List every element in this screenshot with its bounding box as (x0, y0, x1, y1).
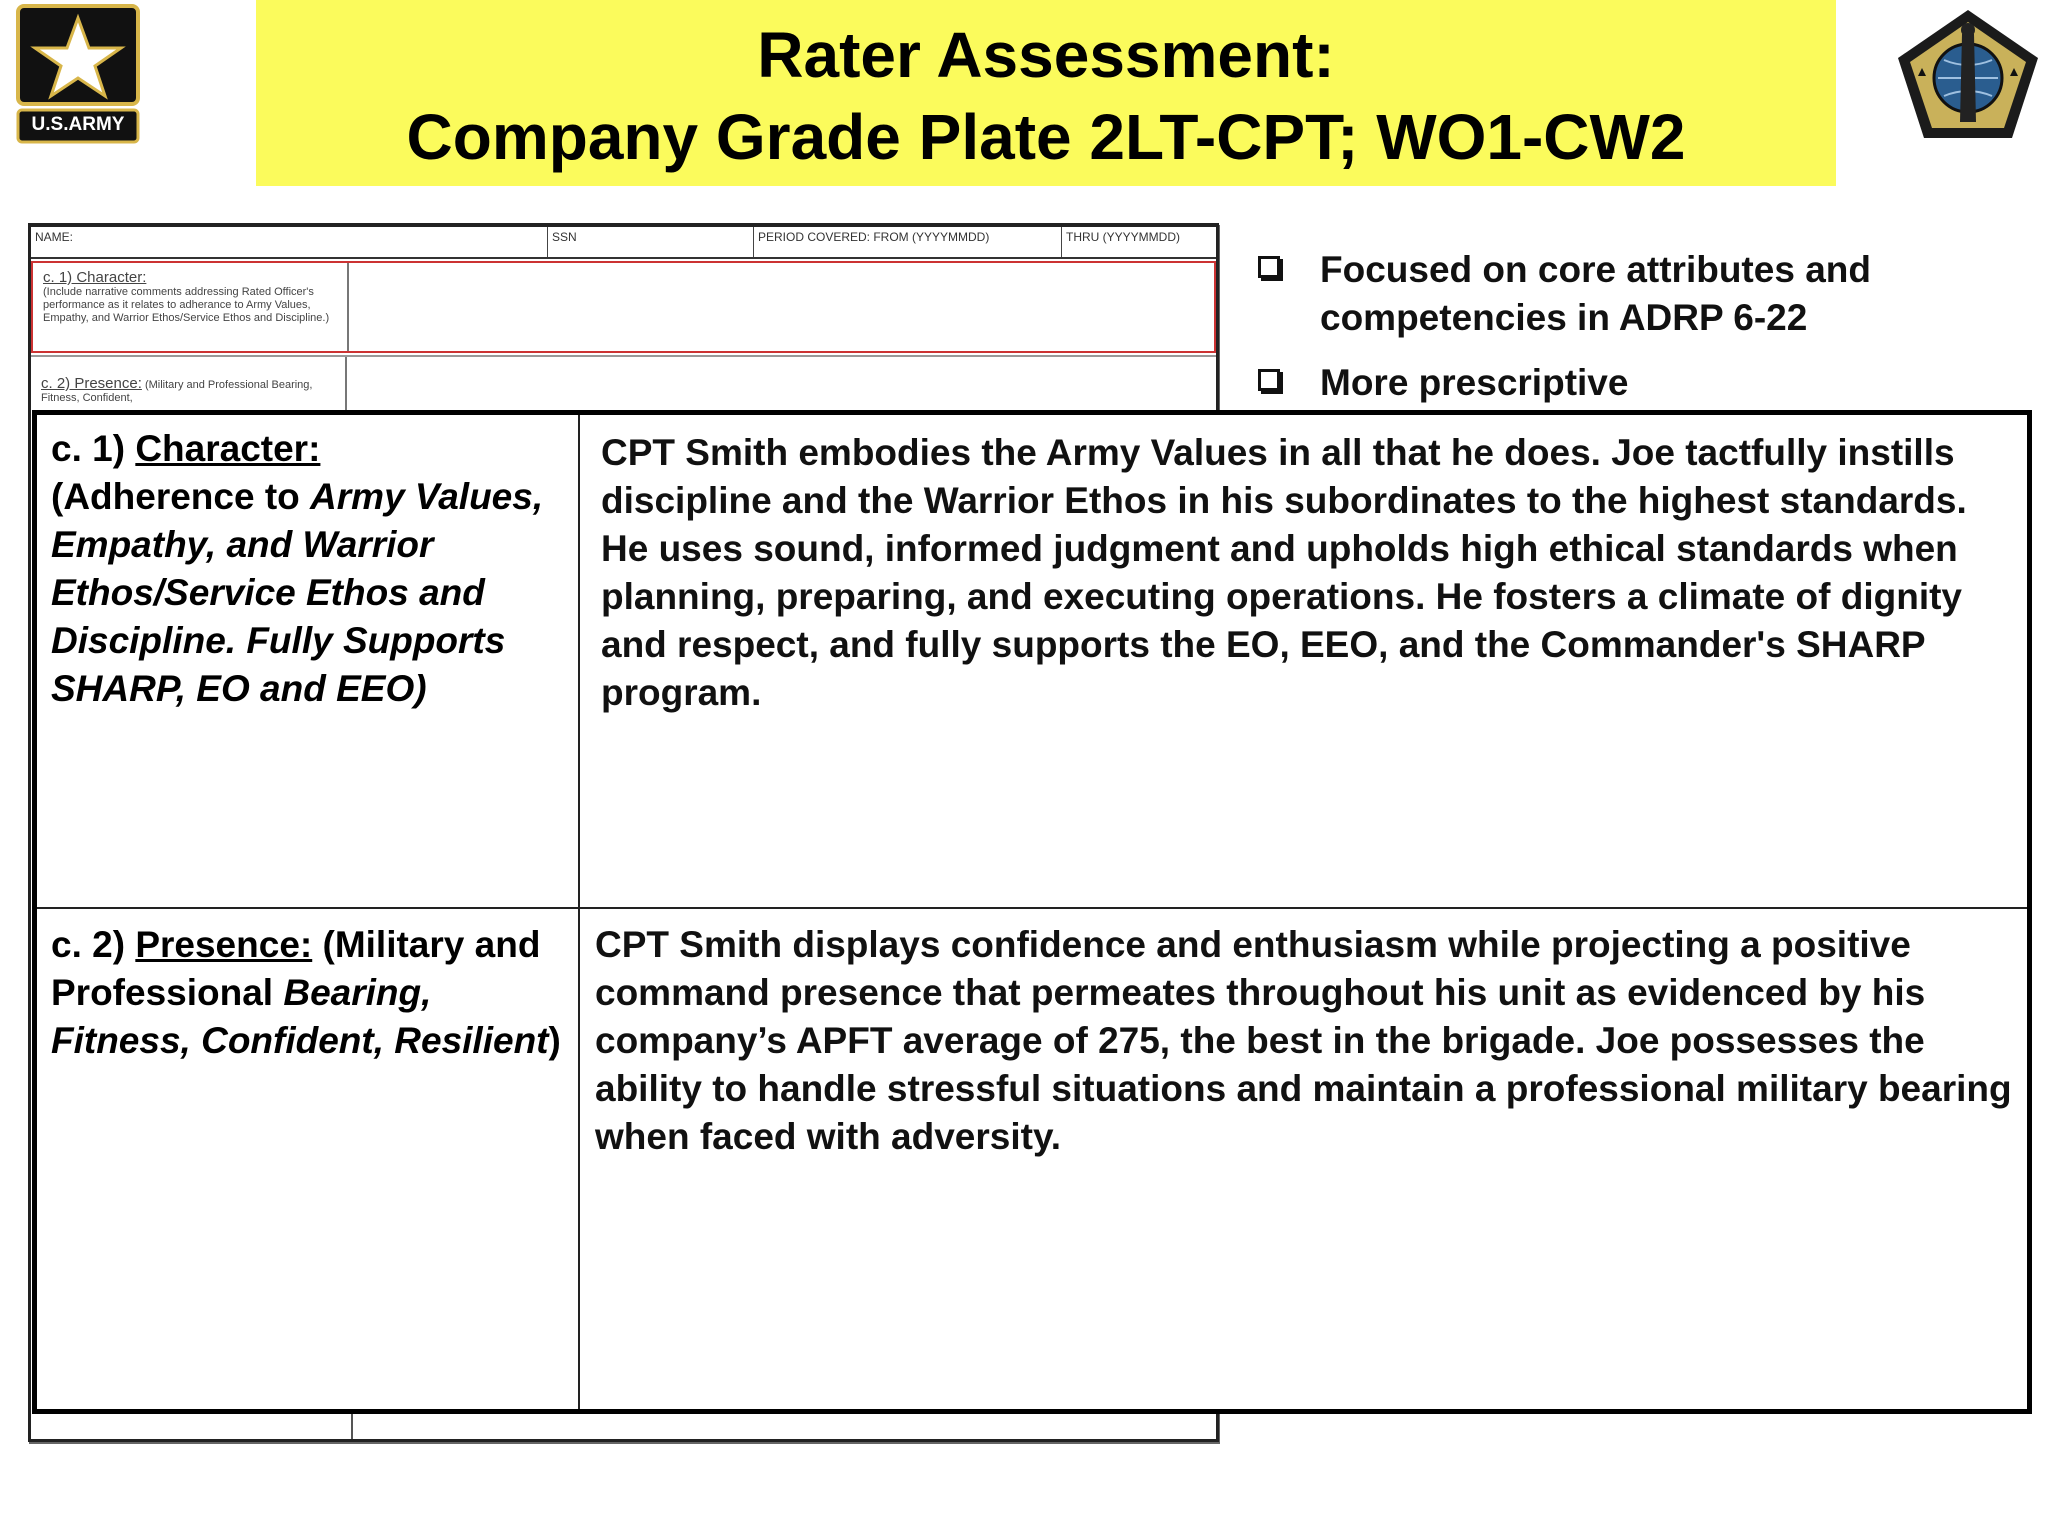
presence-prefix: c. 2) (51, 924, 136, 965)
page-subtitle: Company Grade Plate 2LT-CPT; WO1-CW2 (406, 101, 1686, 173)
presence-title: Presence: (135, 924, 313, 965)
title-banner (256, 0, 1836, 186)
bullet-item (1250, 359, 2030, 407)
form-presence-note: (Military and Professional Bearing, Fitness, Confident, (41, 379, 313, 404)
name-field: NAME: (35, 230, 74, 244)
form-row-character (31, 261, 1216, 353)
assessment-table (32, 410, 2032, 1414)
logo-caption: U.S.ARMY (31, 114, 125, 135)
table-divider-vertical (578, 415, 580, 1409)
bullet-text: More prescriptive (1320, 362, 1629, 403)
character-label (51, 425, 571, 713)
character-prefix: c. 1) (51, 428, 136, 469)
us-army-logo (16, 4, 140, 144)
presence-label (51, 921, 571, 1065)
bullet-item (1250, 246, 2030, 342)
form-character-note: (Include narrative comments addressing Rated Officer's performance as it relates to adherance to Army Values, Empathy, and Warrior Ethos/Service Ethos and Discipline.) (43, 286, 330, 324)
character-title: Character: (135, 428, 321, 469)
period-from-field: PERIOD COVERED: FROM (YYYYMMDD) (753, 227, 1061, 257)
checkbox-bullet-icon (1258, 256, 1280, 278)
presence-desc: Bearing, Fitness, Confident, Resilient (51, 972, 549, 1061)
presence-comment: CPT Smith displays confidence and enthusiasm while projecting a positive command presence that permeates throughout his unit as evidenced by his company’s APFT average of 275, the best in the brigade. Joe possesses the ability to handle stressful situations and maintain a professional military bearing when faced with adversity. (595, 924, 2012, 1157)
form-character-label: c. 1) Character: (43, 269, 147, 286)
bullet-text: Focused on core attributes and competencies in ADRP 6-22 (1320, 249, 1871, 338)
form-header-row (31, 227, 1216, 259)
presence-desc-open: (Military and Professional (51, 924, 541, 1013)
hrc-emblem-logo (1892, 4, 2044, 144)
character-comment: CPT Smith embodies the Army Values in all that he does. Joe tactfully instills discipline and the Warrior Ethos in his subordinates to the highest standards. He uses sound, informed judgment and upholds high ethical standards when planning, preparing, and executing operations. He fosters a climate of dignity and respect, and fully supports the EO, EEO, and the Commander's SHARP program. (601, 432, 1967, 713)
bullet-list (1250, 246, 2030, 424)
table-divider-horizontal (37, 907, 2027, 909)
form-presence-label: c. 2) Presence: (41, 375, 142, 392)
period-thru-field: THRU (YYYYMMDD) (1061, 227, 1216, 257)
form-row-presence-text (41, 377, 331, 405)
form-row-character-text (43, 271, 333, 325)
character-desc: Army Values, Empathy, and Warrior Ethos/Service Ethos and Discipline. Fully Supports SHARP, EO and EEO) (51, 476, 544, 709)
page-title: Rater Assessment: (757, 19, 1335, 91)
ssn-field: SSN (547, 227, 753, 257)
checkbox-bullet-icon (1258, 369, 1280, 391)
character-desc-open: (Adherence to (51, 476, 311, 517)
presence-desc-close: ) (548, 1020, 561, 1061)
form-divider (351, 1413, 353, 1439)
hrc-pentagon-emblem-icon (1892, 4, 2044, 144)
form-divider (347, 263, 349, 351)
